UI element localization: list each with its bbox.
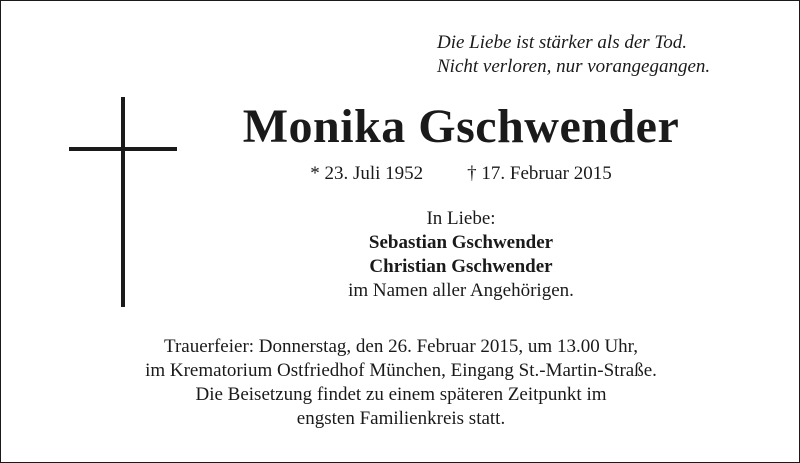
mourner-name: Sebastian Gschwender <box>368 232 554 253</box>
service-detail-line: Trauerfeier: Donnerstag, den 26. Februar 2015, um 13.00 Uhr, <box>164 336 638 357</box>
mourners-closing: im Namen aller Angehörigen. <box>348 280 574 301</box>
mourner-name: Christian Gschwender <box>369 256 553 277</box>
life-dates <box>201 161 721 187</box>
mourners-block <box>251 207 671 303</box>
death-date: † 17. Februar 2015 <box>467 163 612 184</box>
motto-line: Nicht verloren, nur vorangegangen. <box>437 56 711 77</box>
motto-line: Die Liebe ist stärker als der Tod. <box>437 32 687 53</box>
cross-horizontal-bar <box>69 147 177 151</box>
deceased-name: Monika Gschwender <box>242 100 680 153</box>
cross-vertical-bar <box>121 97 125 307</box>
service-details <box>41 335 761 431</box>
birth-date: * 23. Juli 1952 <box>310 163 424 184</box>
motto-quote <box>437 31 777 79</box>
service-detail-line: engsten Familienkreis statt. <box>296 408 506 429</box>
mourners-intro: In Liebe: <box>426 208 496 229</box>
service-detail-line: Die Beisetzung findet zu einem späteren Zeitpunkt im <box>195 384 607 405</box>
service-detail-line: im Krematorium Ostfriedhof München, Eingang St.-Martin-Straße. <box>145 360 657 381</box>
